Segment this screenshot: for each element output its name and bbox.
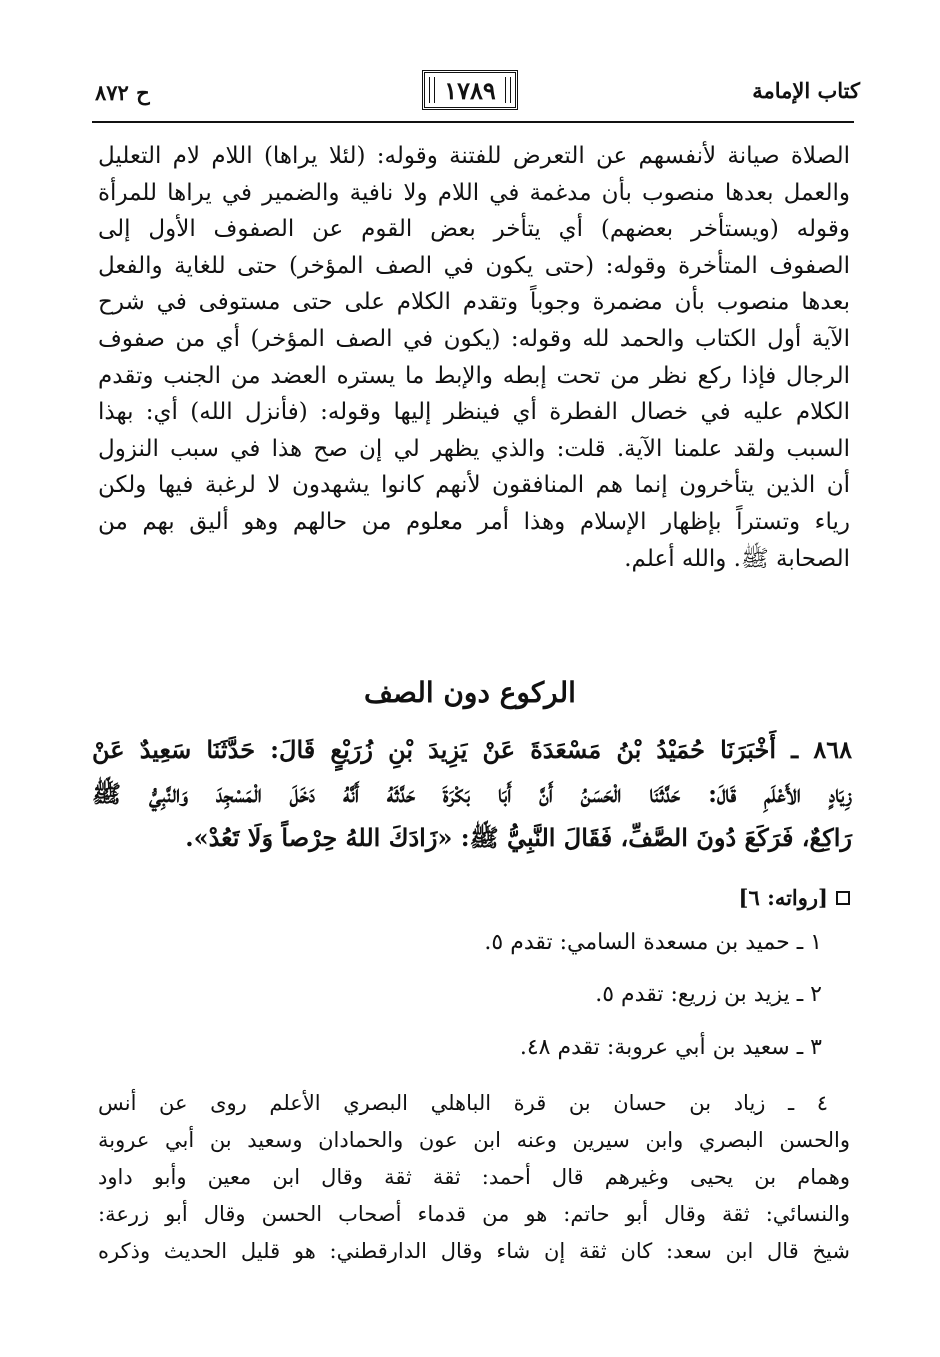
commentary-line: الكلام عليه في خصال الفطرة أي فينظر إليها وقوله: (فأنزل الله) أي: بهذا (98, 399, 850, 426)
running-header-hadith-ref: ح ٨٧٢ (95, 80, 150, 105)
narrator-entry-line: شيخ قال ابن سعد: كان ثقة إن شاء وقال الدارقطني: هو قليل الحديث وذكره (98, 1239, 850, 1263)
hadith-line: زِيَادٍ الأَعْلَمِ قَالَ: حَدَّثَنَا الْحَسَنُ أَنَّ أَبَا بَكْرَةَ حَدَّثَهُ أَنَّهُ دَخَلَ الْمَسْجِدَ وَالنَّبِيُّ ﷺ (92, 779, 852, 808)
commentary-line: بعدها منصوب بأن مضمرة وجوباً وتقدم الكلام على حتى مستوفى في شرح (98, 289, 850, 316)
narrator-entry-line: والنسائي: ثقة وقال أبو حاتم: هو من قدماء أصحاب الحسن وقال أبو زرعة: (98, 1202, 850, 1226)
hadith-line: رَاكِعٌ، فَرَكَعَ دُونَ الصَّفِّ، فَقَالَ النَّبِيُّ ﷺ: «زَادَكَ اللهُ حِرْصاً وَلَا تَعُدْ». (185, 823, 852, 852)
hadith-line: ٨٦٨ ـ أَخْبَرَنَا حُمَيْدُ بْنُ مَسْعَدَةَ عَنْ يَزِيدَ بْنِ زُرَيْعٍ قَالَ: حَدَّثَنَا سَعِيدٌ عَنْ (92, 735, 852, 764)
hadith-text (92, 728, 852, 860)
narrator-entry-4 (98, 1085, 850, 1270)
commentary-line: الصفوف المتأخرة وقوله: (حتى يكون في الصف المؤخر) حتى للغاية والفعل (98, 252, 850, 279)
narrator-entry-line: وهمام بن يحيى وغيرهم قال أحمد: ثقة ثقة وقال ابن معين وأبو داود (98, 1165, 850, 1189)
header-rule (92, 121, 854, 123)
commentary-line: الصحابة ﷺ. والله أعلم. (624, 545, 850, 572)
commentary-paragraph (98, 138, 850, 577)
commentary-line: الرجال فإذا ركع نظر من تحت إبطه والإبط ما يستره العضد من الجنب وتقدم (98, 362, 850, 389)
commentary-line: رياء وتستراً بإظهار الإسلام وهذا أمر معلوم من حالهم وهو أليق بهم من (98, 508, 850, 535)
narrator-entry-line: والحسن البصري وابن سيرين وعنه ابن عون والحمادان وسعيد بن أبي عروبة (98, 1128, 850, 1152)
commentary-line: السبب ولقد علمنا الآية. قلت: والذي يظهر لي إن صح هذا في سبب النزول (98, 435, 850, 462)
checkbox-bullet-icon (836, 891, 850, 905)
commentary-line: وقوله (ويستأخر بعضهم) أي يتأخر بعض القوم عن الصفوف الأول إلى (98, 216, 850, 243)
running-header-book-title: كتاب الإمامة (752, 78, 860, 103)
commentary-line: والعمل بعدها منصوب بأن مدغمة في اللام ولا نافية والضمير في يراها للمرأة (98, 179, 850, 206)
commentary-line: أن الذين يتأخرون إنما هم المنافقون لأنهم كانوا يشهدون لا لرغبة فيها ولكن (98, 472, 850, 499)
section-title: الركوع دون الصف (364, 676, 576, 709)
volume-page-number: ١٧٨٩ (422, 70, 518, 110)
narrator-item: ٢ ـ يزيد بن زريع: تقدم ٥. (595, 982, 822, 1007)
narrators-heading (739, 885, 850, 910)
commentary-line: الآية أول الكتاب والحمد لله وقوله: (يكون في الصف المؤخر) أي من صفوف (98, 325, 850, 352)
narrators-heading-label: [رواته: ٦] (738, 885, 828, 910)
narrator-entry-line: ٤ ـ زياد بن حسان بن قرة الباهلي البصري الأعلم روى عن أنس (98, 1091, 828, 1115)
narrator-item: ١ ـ حميد بن مسعدة السامي: تقدم ٥. (484, 930, 822, 955)
narrator-item: ٣ ـ سعيد بن أبي عروبة: تقدم ٤٨. (519, 1035, 822, 1060)
commentary-line: الصلاة صيانة لأنفسهم عن التعرض للفتنة وقوله: (لئلا يراها) اللام لام التعليل (98, 143, 850, 169)
